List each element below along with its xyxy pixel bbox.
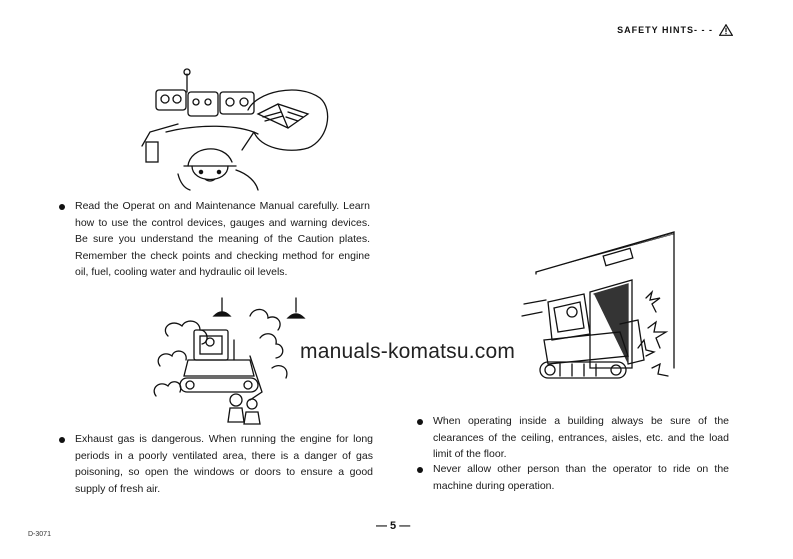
bullet-icon [417, 419, 423, 425]
operator-reading-manual-illustration [138, 62, 338, 197]
instruction-read-manual [75, 198, 370, 281]
instruction-text: Read the Operat on and Maintenance Manual carefully. Learn how to use the control devices, gauges and warning devices. Be sure you understand the meaning of the Caution plates. Remember the check points and checking method for engine oil, fuel, cooling water and hydraulic oil levels. [75, 200, 370, 278]
bullet-icon [59, 204, 65, 210]
instruction-no-riders [433, 461, 729, 494]
instruction-exhaust-gas [75, 431, 373, 497]
section-title: SAFETY HINTS- - - [617, 25, 713, 35]
page-header [617, 24, 733, 36]
bullet-icon [417, 467, 423, 473]
bulldozer-building-clearance-illustration [520, 228, 678, 388]
instruction-text: When operating inside a building always be sure of the clearances of the ceiling, entrances, aisles, etc. and the load limit of the floor. [433, 415, 729, 460]
instruction-building-clearance [433, 413, 729, 463]
page-number: — 5 — [376, 520, 411, 532]
instruction-text: Never allow other person than the operator to ride on the machine during operation. [433, 463, 729, 492]
instruction-text: Exhaust gas is dangerous. When running the engine for long periods in a poorly ventilated area, there is a danger of gas poisoning, so open the windows or doors to ensure a good supply of fresh air. [75, 433, 373, 495]
warning-triangle-icon [719, 24, 733, 36]
exhaust-gas-illustration [150, 296, 315, 426]
document-code: D-3071 [28, 531, 51, 538]
bullet-icon [59, 437, 65, 443]
watermark-text: manuals-komatsu.com [300, 340, 516, 363]
